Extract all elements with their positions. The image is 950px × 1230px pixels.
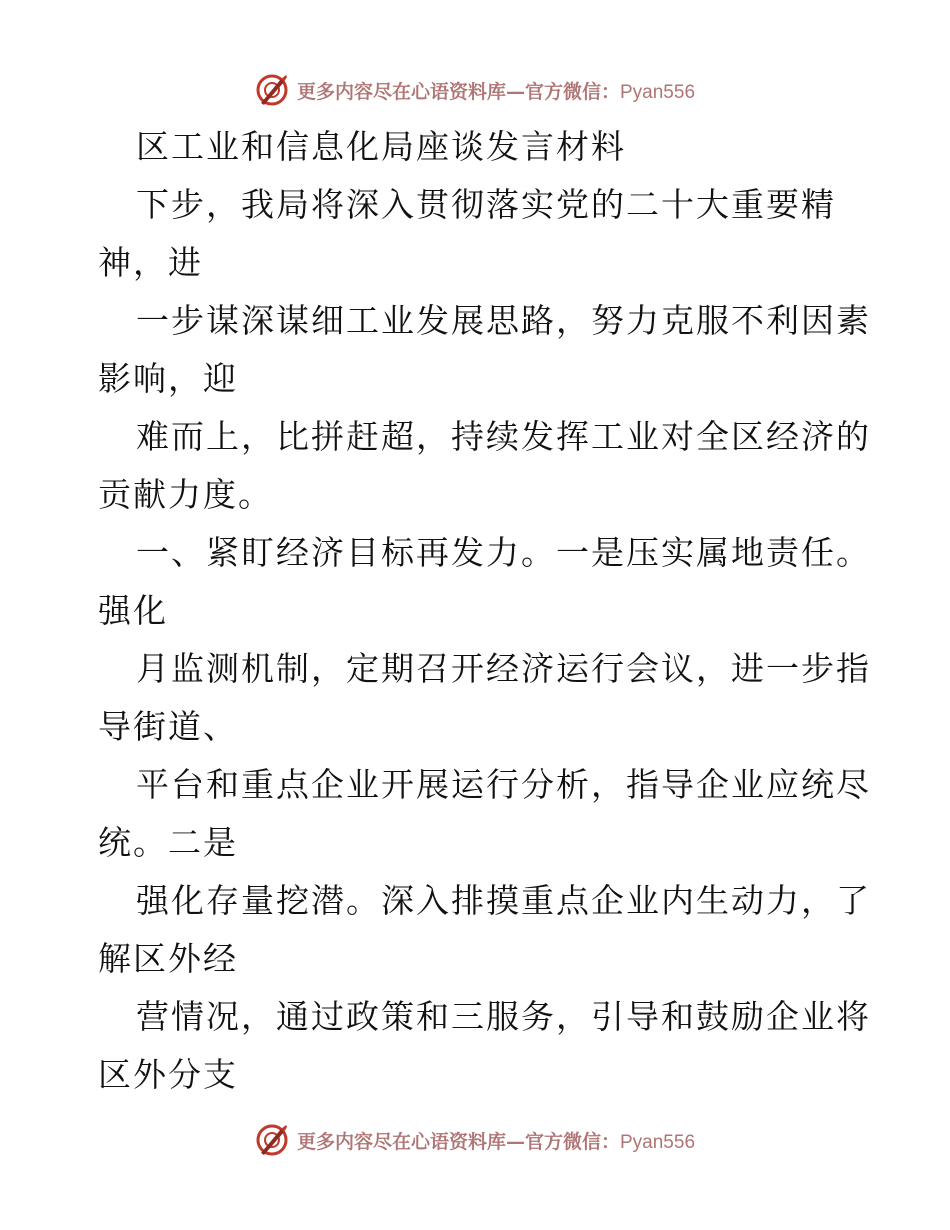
paragraph-line: 一步谋深谋细工业发展思路，努力克服不利因素 bbox=[136, 301, 871, 340]
paragraph-line: 神，进 bbox=[98, 243, 203, 282]
paragraph-line: 区外分支 bbox=[98, 1055, 238, 1094]
paragraph-line: 解区外经 bbox=[98, 939, 238, 978]
paragraph-line: 难而上，比拼赶超，持续发挥工业对全区经济的 bbox=[136, 417, 871, 456]
header-wechat-id: Pyan556 bbox=[620, 81, 696, 103]
paragraph-line: 影响，迎 bbox=[98, 359, 238, 398]
paragraph-line: 营情况，通过政策和三服务，引导和鼓励企业将 bbox=[136, 997, 871, 1036]
header-banner bbox=[0, 70, 950, 110]
paragraph-line: 下步，我局将深入贯彻落实党的二十大重要精 bbox=[136, 185, 836, 224]
paragraph-line: 强化存量挖潜。深入排摸重点企业内生动力，了 bbox=[136, 881, 871, 920]
document-title: 区工业和信息化局座谈发言材料 bbox=[136, 127, 626, 166]
footer-banner-label: 更多内容尽在心语资料库—官方微信： bbox=[296, 1130, 620, 1153]
pen-logo-icon bbox=[255, 73, 289, 107]
paragraph-line: 统。二是 bbox=[98, 823, 238, 862]
paragraph-line: 强化 bbox=[98, 591, 168, 630]
footer-wechat-id: Pyan556 bbox=[620, 1131, 696, 1153]
footer-banner-text bbox=[297, 1127, 695, 1154]
paragraph-line: 月监测机制，定期召开经济运行会议，进一步指 bbox=[136, 649, 871, 688]
header-banner-text bbox=[297, 77, 695, 104]
paragraph-line: 导街道、 bbox=[98, 707, 238, 746]
pen-logo-icon bbox=[255, 1123, 289, 1157]
footer-banner bbox=[0, 1120, 950, 1160]
document-body bbox=[98, 118, 871, 1104]
paragraph-line: 平台和重点企业开展运行分析，指导企业应统尽 bbox=[136, 765, 871, 804]
paragraph-line: 一、紧盯经济目标再发力。一是压实属地责任。 bbox=[136, 533, 871, 572]
header-banner-label: 更多内容尽在心语资料库—官方微信： bbox=[296, 80, 620, 103]
paragraph-line: 贡献力度。 bbox=[98, 475, 273, 514]
